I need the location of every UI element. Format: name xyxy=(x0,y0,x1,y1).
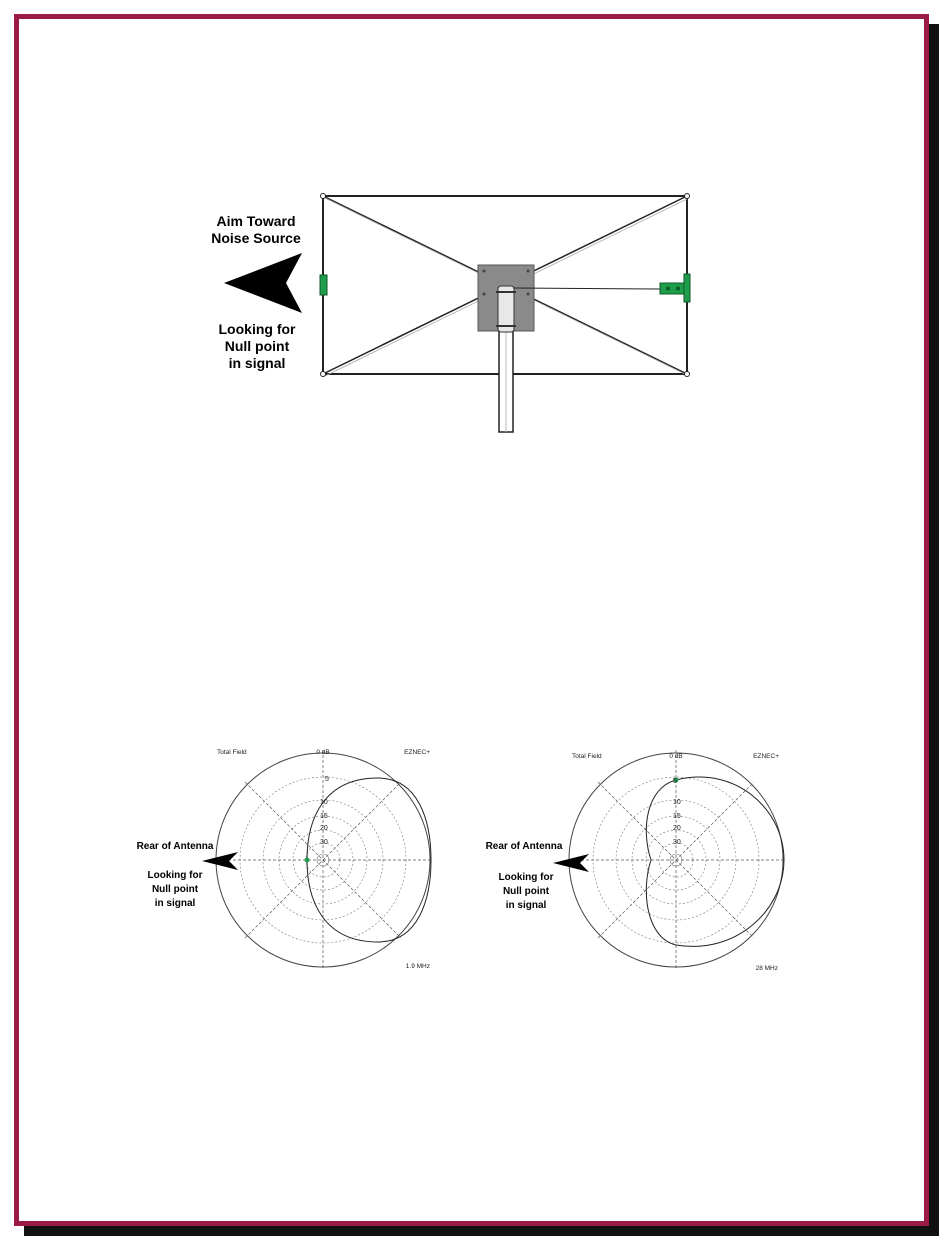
plot-title-right: EZNEC+ xyxy=(404,749,430,756)
plot-frequency: 28 MHz xyxy=(755,965,778,972)
polar-plot-2 xyxy=(566,750,786,972)
ring-label: 5 xyxy=(325,776,329,783)
ring-label: 20 xyxy=(320,825,328,832)
polar-plot-2-annotations xyxy=(486,841,589,911)
plot-title-center: 0 dB xyxy=(316,749,330,756)
ring-label: 10 xyxy=(673,799,681,806)
looking-label-line3: in signal xyxy=(228,355,286,371)
looking-line2: Null point xyxy=(151,884,199,895)
left-connector xyxy=(320,275,327,295)
ring-label: 10 xyxy=(320,799,328,806)
plot-title-center: 0 dB xyxy=(669,753,683,760)
rear-arrow-icon xyxy=(202,852,238,870)
rear-label: Rear of Antenna xyxy=(136,841,214,852)
ring-label: 15 xyxy=(673,813,681,820)
polar-plot-1 xyxy=(213,749,433,970)
looking-line3: in signal xyxy=(154,898,196,909)
plot-title-left: Total Field xyxy=(572,753,602,760)
plot-frequency: 1.9 MHz xyxy=(405,963,430,970)
rear-label: Rear of Antenna xyxy=(485,841,563,852)
looking-line2: Null point xyxy=(502,886,550,897)
rear-arrow-icon xyxy=(553,854,589,872)
plot-title-right: EZNEC+ xyxy=(753,753,779,760)
looking-label-line1: Looking for xyxy=(218,321,296,337)
plot-title-left: Total Field xyxy=(217,749,247,756)
looking-label-line2: Null point xyxy=(224,338,290,354)
aim-arrow-icon xyxy=(224,253,302,313)
ring-label: 5 xyxy=(673,778,677,785)
ring-label: 30 xyxy=(320,839,328,846)
aim-label-line2: Noise Source xyxy=(211,230,301,246)
ring-label: 15 xyxy=(320,813,328,820)
looking-line3: in signal xyxy=(505,900,547,911)
aim-label-line1: Aim Toward xyxy=(216,213,296,229)
looking-line1: Looking for xyxy=(147,870,203,881)
feed-line xyxy=(514,288,662,289)
looking-line1: Looking for xyxy=(498,872,554,883)
antenna-diagram xyxy=(211,194,690,433)
ring-label: 20 xyxy=(673,825,681,832)
null-marker xyxy=(305,858,310,863)
ring-label: 30 xyxy=(673,839,681,846)
